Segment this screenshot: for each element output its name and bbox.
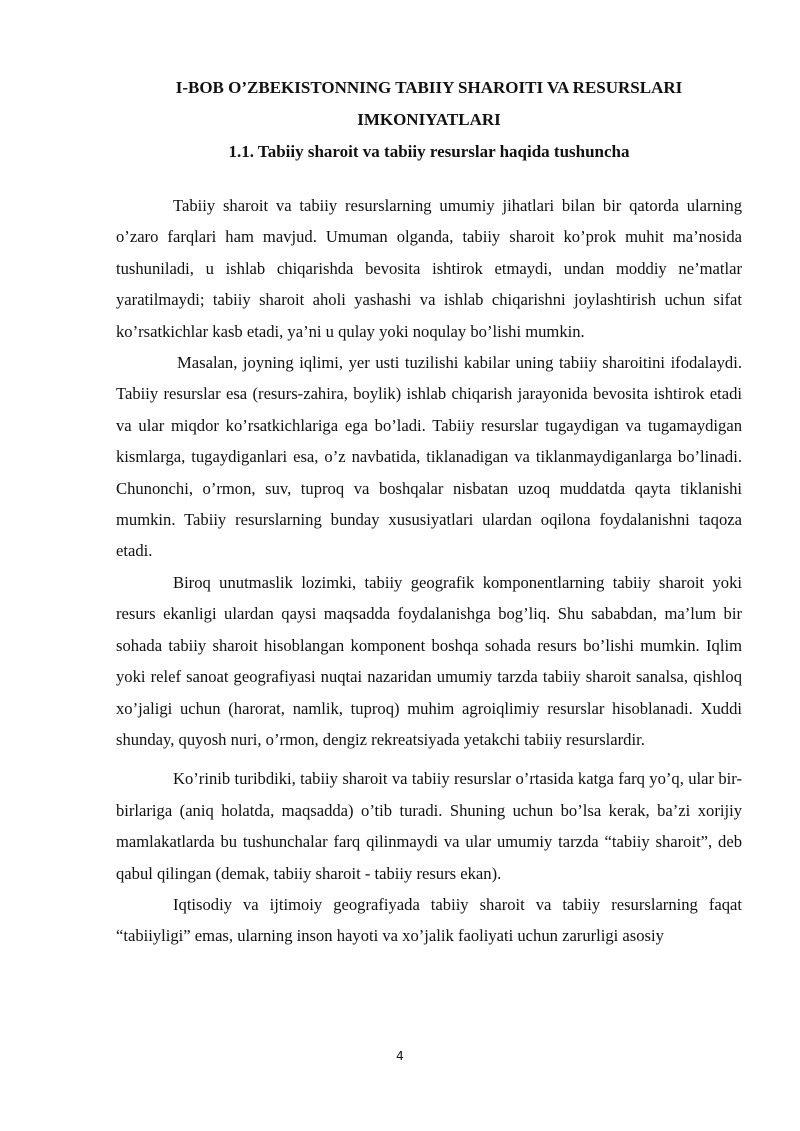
paragraph-2: Masalan, joyning iqlimi, yer usti tuzilishi kabilar uning tabiiy sharoitini ifodalaydi. Tabiiy resurslar esa (resurs-zahira, boylik) ishlab chiqarish jarayonida bevosita ishtirok etadi va ular miqdor ko’rsatkichlariga ega bo’ladi. Tabiiy resurslar tugaydigan va tugamaydigan kismlarga, tugaydiganlari esa, o’z navbatida, tiklanadigan va tiklanmaydiganlarga bo’linadi. Chunonchi, o’rmon, suv, tuproq va boshqalar nisbatan uzoq muddatda qayta tiklanishi mumkin. Tabiiy resurslarning bunday xususiyatlari ulardan oqilona foydalanishni taqoza etadi. (116, 353, 742, 561)
document-page (116, 72, 742, 952)
paragraph-1: Tabiiy sharoit va tabiiy resurslarning umumiy jihatlari bilan bir qatorda ularning o’zaro farqlari ham mavjud. Umuman olganda, tabiiy sharoit ko’prok muhit ma’nosida tushuniladi, u ishlab chiqarishda bevosita ishtirok etmaydi, undan moddiy ne’matlar yaratilmaydi; tabiiy sharoit aholi yashashi va ishlab chiqarishni joylashtirish uchun sifat ko’rsatkichlar kasb etadi, ya’ni u qulay yoki noqulay bo’lishi mumkin. (116, 196, 742, 341)
paragraph-4: Ko’rinib turibdiki, tabiiy sharoit va tabiiy resurslar o’rtasida katga farq yo’q, ular bir-birlariga (aniq holatda, maqsadda) o’tib turadi. Shuning uchun bo’lsa kerak, ba’zi xorijiy mamlakatlarda bu tushunchalar farq qilinmaydi va ular umumiy tarzda “tabiiy sharoit”, deb qabul qilingan (demak, tabiiy sharoit - tabiiy resurs ekan). (116, 769, 742, 883)
paragraph-5: Iqtisodiy va ijtimoiy geografiyada tabiiy sharoit va tabiiy resurslarning faqat “tabiiyligi” emas, ularning inson hayoti va xo’jalik faoliyati uchun zarurligi asosiy (116, 894, 742, 946)
page-number: 4 (396, 1049, 404, 1063)
section-title: 1.1. Tabiiy sharoit va tabiiy resurslar haqida tushuncha (228, 142, 630, 161)
paragraph-3: Biroq unutmaslik lozimki, tabiiy geografik komponentlarning tabiiy sharoit yoki resurs ekanligi ulardan qaysi maqsadda foydalanishga bog’liq. Shu sababdan, ma’lum bir sohada tabiiy sharoit hisoblangan komponent boshqa sohada resurs bo’lishi mumkin. Iqlim yoki relef sanoat geografiyasi nuqtai nazaridan umumiy tarzda tabiiy sharoit sanalsa, qishloq xo’jaligi uchun (harorat, namlik, tuproq) muhim agroiqlimiy resurslar hisoblanadi. Xuddi shunday, quyosh nuri, o’rmon, dengiz rekreatsiyada yetakchi tabiiy resurslardir. (116, 572, 742, 749)
chapter-title: I-BOB O’ZBEKISTONNING TABIIY SHAROITI VA RESURSLARI IMKONIYATLARI (175, 78, 683, 129)
